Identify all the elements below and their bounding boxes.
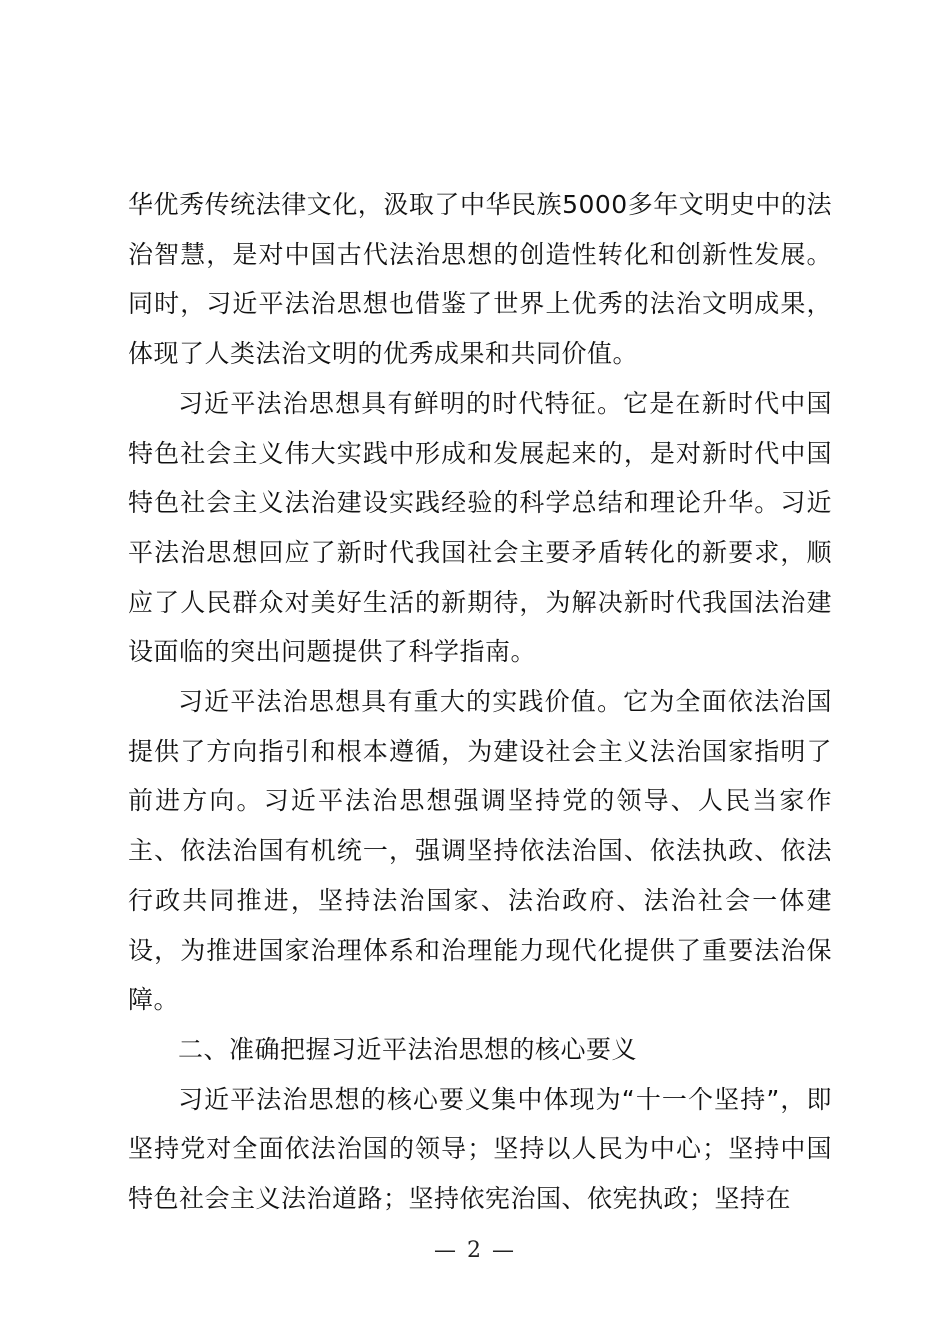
section-heading: 二、准确把握习近平法治思想的核心要义 xyxy=(178,1034,638,1064)
paragraph-1: 华优秀传统法律文化，汲取了中华民族5000多年文明史中的法治智慧，是对中国古代法治思想的创造性转化和创新性发展。同时，习近平法治思想也借鉴了世界上优秀的法治文明成果，体现了人类法治文明的优秀成果和共同价值。 xyxy=(128,190,832,369)
document-body xyxy=(128,180,832,1224)
page-number: — 2 — xyxy=(434,1238,516,1263)
paragraph-2: 习近平法治思想具有鲜明的时代特征。它是在新时代中国特色社会主义伟大实践中形成和发展起来的，是对新时代中国特色社会主义法治建设实践经验的科学总结和理论升华。习近平法治思想回应了新时代我国社会主要矛盾转化的新要求，顺应了人民群众对美好生活的新期待，为解决新时代我国法治建设面临的突出问题提供了科学指南。 xyxy=(128,388,832,667)
paragraph-4: 习近平法治思想的核心要义集中体现为“十一个坚持”，即坚持党对全面依法治国的领导；坚持以人民为中心；坚持中国特色社会主义法治道路；坚持依宪治国、依宪执政；坚持在 xyxy=(128,1084,832,1214)
paragraph-3: 习近平法治思想具有重大的实践价值。它为全面依法治国提供了方向指引和根本遵循，为建设社会主义法治国家指明了前进方向。习近平法治思想强调坚持党的领导、人民当家作主、依法治国有机统一，强调坚持依法治国、依法执政、依法行政共同推进，坚持法治国家、法治政府、法治社会一体建设，为推进国家治理体系和治理能力现代化提供了重要法治保障。 xyxy=(128,687,832,1015)
